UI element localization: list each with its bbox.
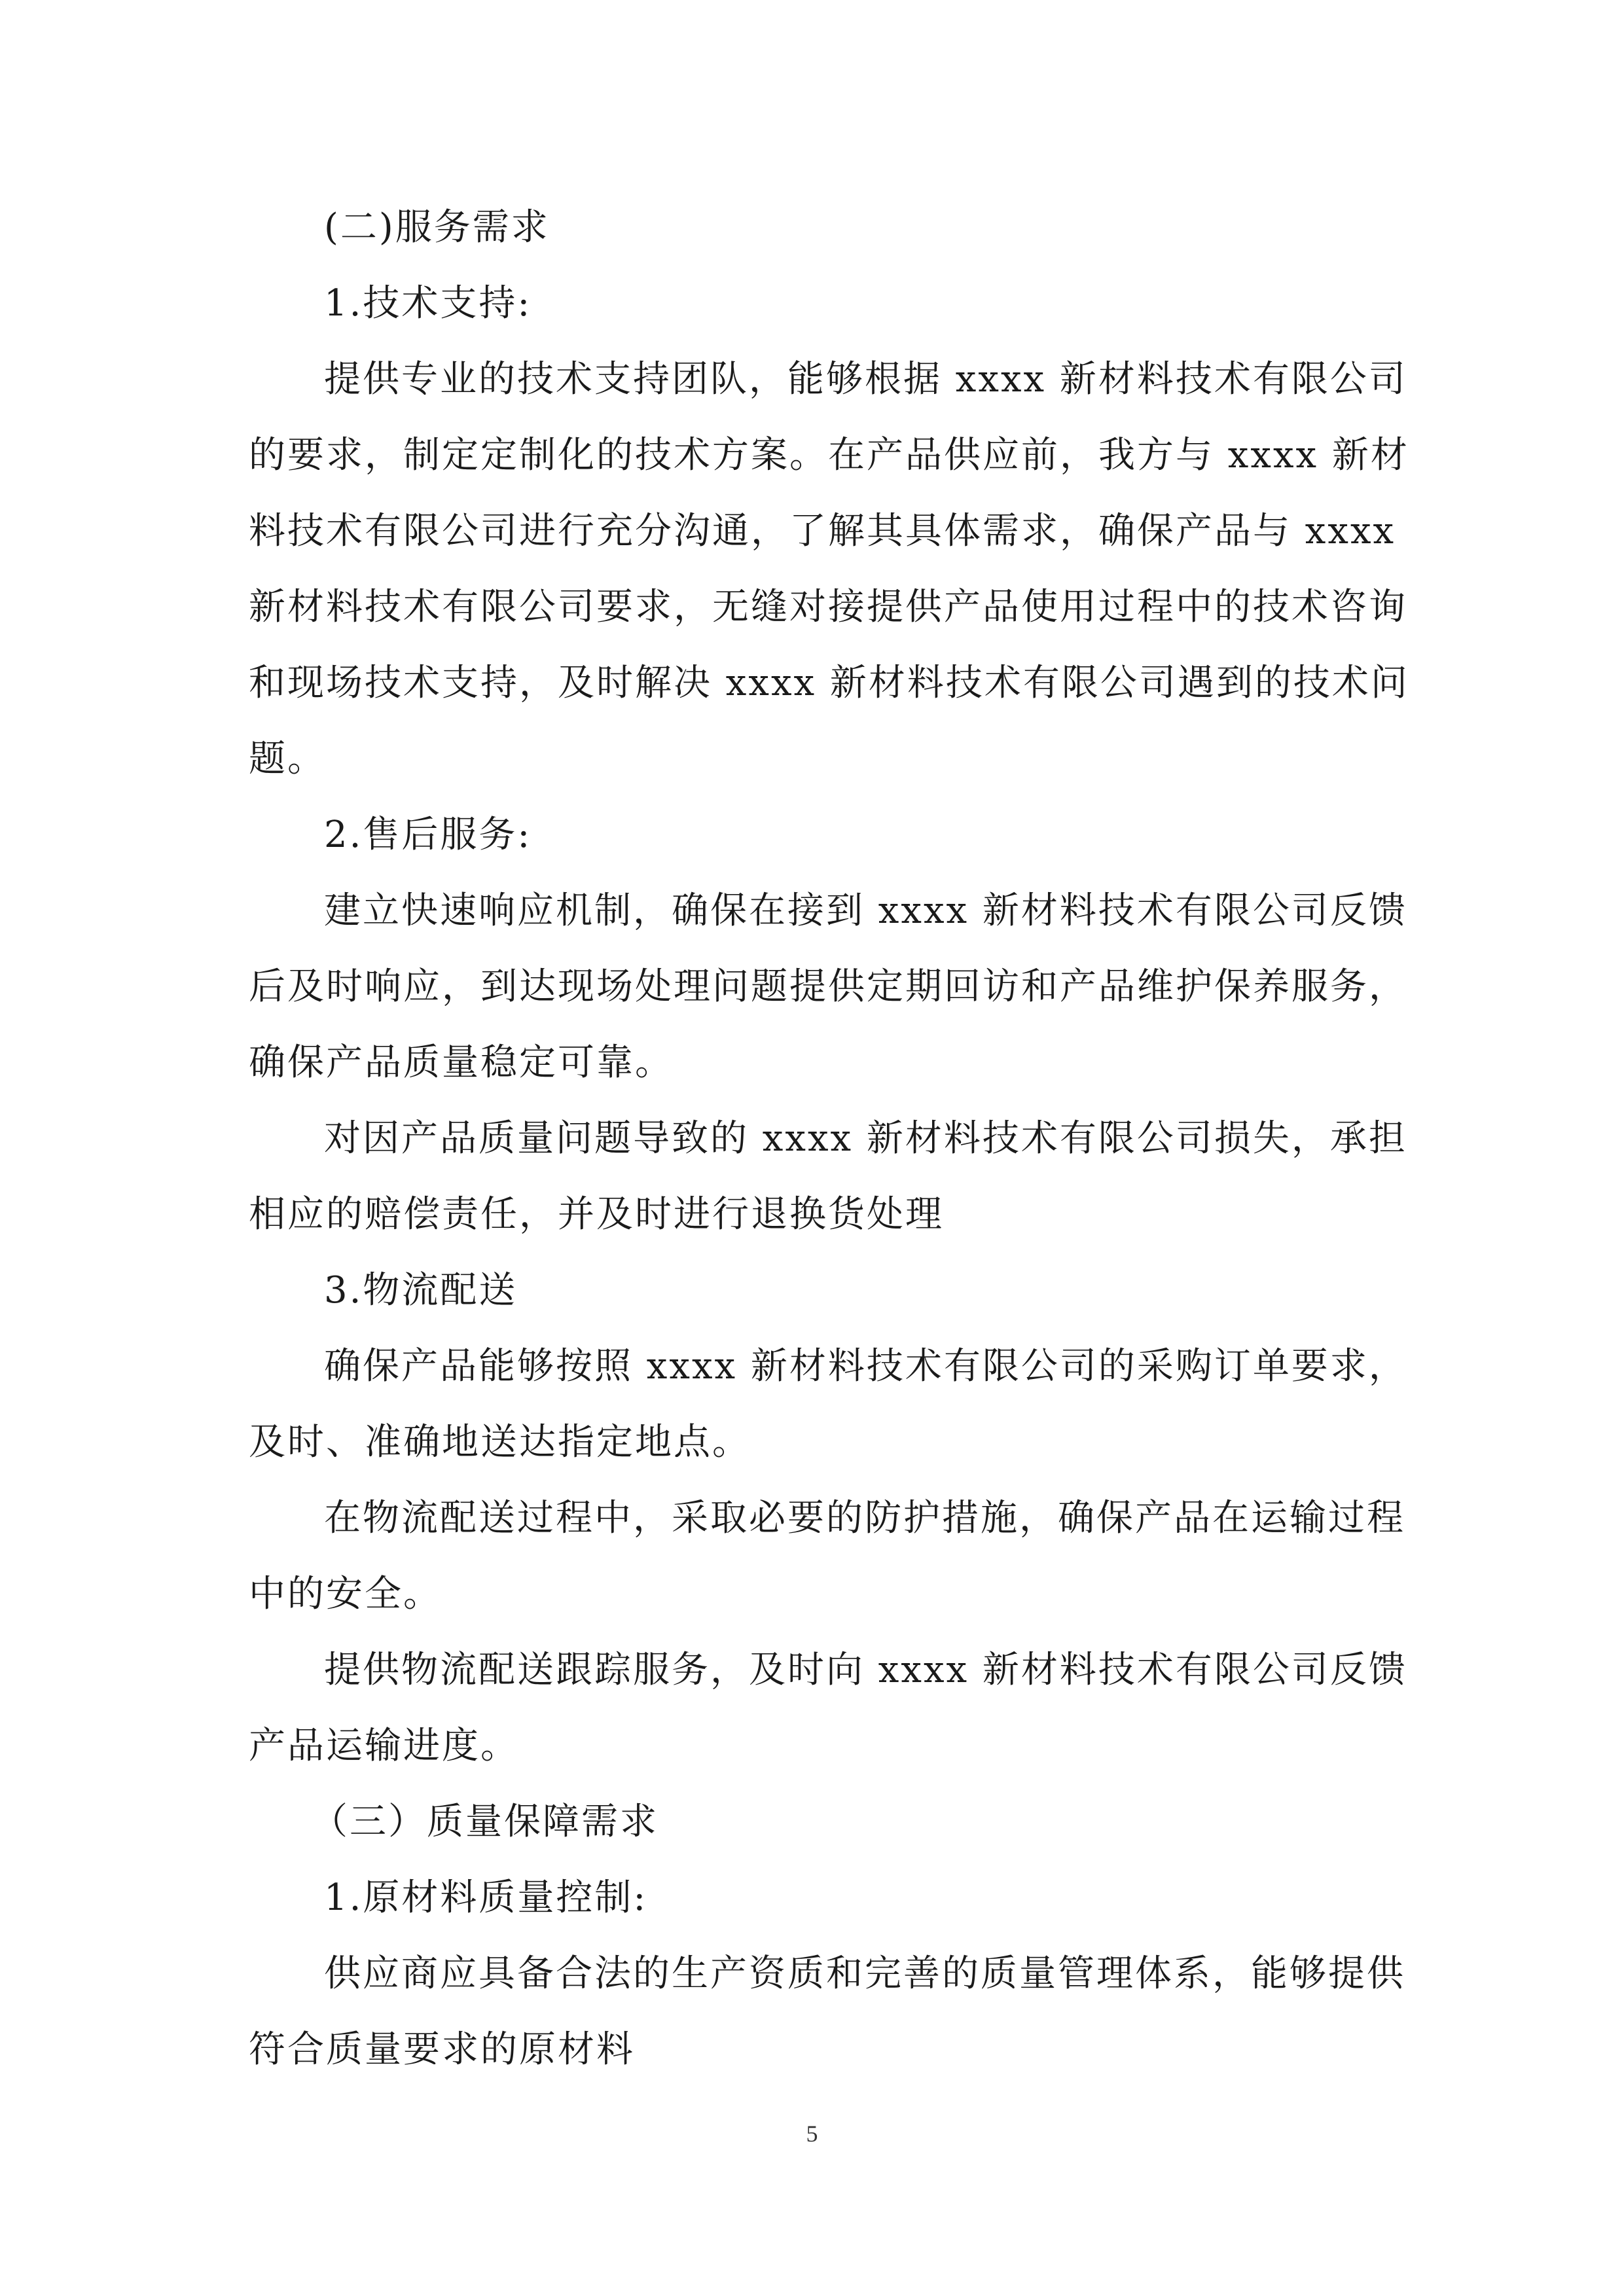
paragraph-line: 题。 [249, 738, 326, 780]
paragraph-line: 在物流配送过程中，采取必要的防护措施，确保产品在运输过程 [324, 1497, 1405, 1539]
paragraph-line: 提供专业的技术支持团队，能够根据 xxxx 新材料技术有限公司 [324, 358, 1407, 401]
paragraph-line: 相应的赔偿责任，并及时进行退换货处理 [249, 1193, 944, 1236]
paragraph-line: 后及时响应，到达现场处理问题提供定期回访和产品维护保养服务， [249, 965, 1407, 1008]
paragraph-line: 提供物流配送跟踪服务，及时向 xxxx 新材料技术有限公司反馈 [324, 1649, 1407, 1691]
paragraph-line: 确保产品能够按照 xxxx 新材料技术有限公司的采购订单要求， [324, 1345, 1407, 1388]
page-number: 5 [806, 2121, 818, 2147]
paragraph-line: 对因产品质量问题导致的 xxxx 新材料技术有限公司损失，承担 [324, 1117, 1407, 1160]
paragraph-line: 的要求，制定定制化的技术方案。在产品供应前，我方与 xxxx 新材 [249, 434, 1409, 476]
paragraph-line: 符合质量要求的原材料 [249, 2028, 635, 2071]
subheading-raw-material-quality: 1.原材料质量控制: [324, 1876, 648, 1919]
paragraph-line: 中的安全。 [249, 1573, 442, 1615]
paragraph-line: 新材料技术有限公司要求，无缝对接提供产品使用过程中的技术咨询 [249, 586, 1407, 628]
document-body [249, 190, 1409, 2088]
paragraph-line: 产品运输进度。 [249, 1725, 519, 1767]
subheading-logistics: 3.物流配送 [324, 1269, 518, 1312]
paragraph-line: 确保产品质量稳定可靠。 [249, 1041, 674, 1084]
paragraph-line: 供应商应具备合法的生产资质和完善的质量管理体系，能够提供 [324, 1952, 1405, 1995]
section-heading-quality-assurance: （三）质量保障需求 [311, 1801, 659, 1843]
paragraph-line: 及时、准确地送达指定地点。 [249, 1421, 751, 1463]
subheading-technical-support: 1.技术支持: [324, 282, 532, 325]
subheading-after-sales: 2.售后服务: [324, 814, 532, 856]
section-heading-service-requirements: (二)服务需求 [324, 206, 550, 249]
paragraph-line: 和现场技术支持，及时解决 xxxx 新材料技术有限公司遇到的技术问 [249, 662, 1409, 704]
paragraph-line: 建立快速响应机制，确保在接到 xxxx 新材料技术有限公司反馈 [324, 889, 1407, 932]
paragraph-line: 料技术有限公司进行充分沟通，了解其具体需求，确保产品与 xxxx [249, 510, 1396, 552]
